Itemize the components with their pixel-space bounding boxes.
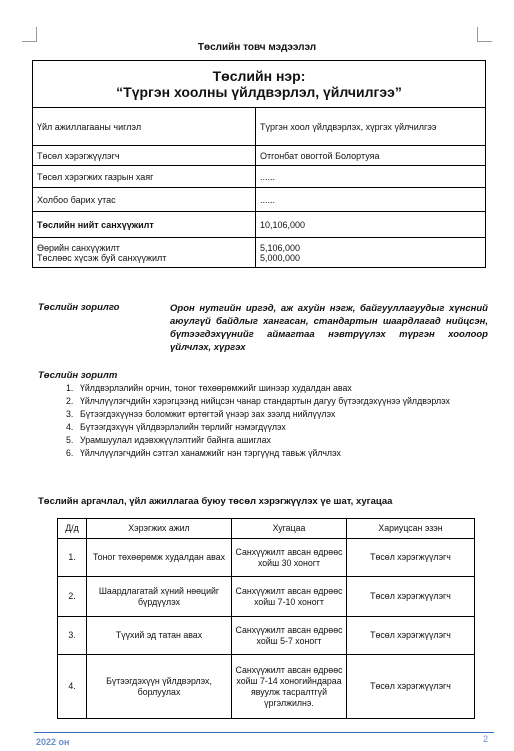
info-label-total: Төслийн нийт санхүүжилт	[33, 212, 256, 238]
col-header-task: Хэрэгжих ажил	[87, 519, 232, 539]
project-name-label: Төслийн нэр:	[212, 68, 306, 84]
list-item-number: 4.	[66, 422, 74, 432]
row-owner: Төсөл хэрэгжүүлэгч	[347, 617, 475, 655]
list-item-text: Бүтээгдэхүүнээ боломжит өртөгтэй үнээр зах зээлд нийлүүлэх	[80, 409, 336, 419]
own-funding-value: 5,106,000	[260, 242, 301, 253]
project-funding-label: Төслөөс хүсэж буй санхүүжилт	[37, 252, 167, 263]
info-value-total: 10,106,000	[256, 212, 486, 238]
goal-text: Орон нутгийн иргэд, аж ахуйн нэгж, байгууллагуудыг хүнсний аюулгүй байдлыг хангасан, стандартын шаардлагад нийцсэн, бүтээгдэхүүнийг аймагтаа нэвтрүүлэх түргэн хоолоор үйлчлэх, хүргэх	[170, 303, 488, 353]
list-item-text: Үйлчлүүлэгчдийн хэрэгцээнд нийцсэн чанар стандартын дагуу бүтээгдэхүүнээ үйлдвэрлэх	[80, 396, 450, 406]
list-item-number: 2.	[66, 396, 74, 406]
info-value: Отгонбат овогтой Болортуяа	[256, 146, 486, 166]
row-duration: Санхүүжилт авсан өдрөөс хойш 30 хоногт	[232, 539, 347, 577]
col-header-number: Д/д	[58, 519, 87, 539]
info-row	[33, 188, 486, 212]
info-value: ......	[256, 166, 486, 188]
schedule-title: Төслийн аргачлал, үйл ажиллагаа буюу төсөл хэрэгжүүлэх үе шат, хугацаа	[38, 496, 393, 507]
schedule-header-row	[58, 519, 475, 539]
info-label: Төсөл хэрэгжих газрын хаяг	[33, 166, 256, 188]
list-item	[66, 396, 496, 408]
project-info-table	[32, 60, 486, 268]
project-name-row	[33, 61, 486, 108]
table-row	[58, 617, 475, 655]
objectives-list	[66, 383, 496, 461]
col-header-owner: Хариуцсан эзэн	[347, 519, 475, 539]
page-corner-mark-right	[477, 27, 492, 42]
funding-labels	[33, 238, 256, 268]
list-item-text: Үйлчлүүлэгчдийн сэтгэл ханамжийг нэн тэргүүнд тавьж үйлчлэх	[80, 448, 341, 458]
list-item	[66, 409, 496, 421]
col-header-duration: Хугацаа	[232, 519, 347, 539]
page-number: 2	[482, 734, 488, 744]
info-value: ......	[256, 188, 486, 212]
list-item	[66, 435, 496, 447]
row-number: 4.	[58, 655, 87, 719]
goal-label: Төслийн зорилго	[38, 302, 120, 313]
project-name: “Түргэн хоолны үйлдвэрлэл, үйлчилгээ”	[116, 84, 402, 100]
row-task: Тоног төхөөрөмж худалдан авах	[87, 539, 232, 577]
list-item	[66, 448, 496, 460]
footer-year: 2022 он	[36, 737, 70, 747]
list-item	[66, 422, 496, 434]
info-row	[33, 166, 486, 188]
list-item-number: 6.	[66, 448, 74, 458]
info-label: Холбоо барих утас	[33, 188, 256, 212]
list-item-text: Үйлдвэрлэлийн орчин, тоног төхөөрөмжийг шинээр худалдан авах	[80, 383, 352, 393]
info-row	[33, 146, 486, 166]
table-row	[58, 577, 475, 617]
info-label: Үйл ажиллагааны чиглэл	[33, 108, 256, 146]
list-item-number: 3.	[66, 409, 74, 419]
project-funding-value: 5,000,000	[260, 252, 301, 263]
row-task: Бүтээгдэхүүн үйлдвэрлэх, борлуулах	[87, 655, 232, 719]
row-number: 2.	[58, 577, 87, 617]
list-item-number: 5.	[66, 435, 74, 445]
row-number: 3.	[58, 617, 87, 655]
list-item-number: 1.	[66, 383, 74, 393]
row-owner: Төсөл хэрэгжүүлэгч	[347, 655, 475, 719]
footer-divider	[34, 732, 494, 733]
info-value: Түргэн хоол үйлдвэрлэх, хүргэх үйлчилгээ	[256, 108, 486, 146]
funding-values	[256, 238, 486, 268]
page-corner-mark-left	[22, 27, 37, 42]
funding-row	[33, 238, 486, 268]
project-name-cell	[33, 61, 486, 108]
info-label: Төсөл хэрэгжүүлэгч	[33, 146, 256, 166]
info-row-total	[33, 212, 486, 238]
row-task: Түүхий эд татан авах	[87, 617, 232, 655]
schedule-table	[57, 518, 475, 719]
row-owner: Төсөл хэрэгжүүлэгч	[347, 539, 475, 577]
list-item	[66, 383, 496, 395]
list-item-text: Урамшуулал идэвхжүүлэлтийг байнга ашиглах	[80, 435, 271, 445]
row-number: 1.	[58, 539, 87, 577]
objectives-title: Төслийн зорилт	[38, 370, 118, 381]
row-duration: Санхүүжилт авсан өдрөөс хойш 5-7 хоногт	[232, 617, 347, 655]
row-task: Шаардлагатай хүний нөөцийг бүрдүүлэх	[87, 577, 232, 617]
row-owner: Төсөл хэрэгжүүлэгч	[347, 577, 475, 617]
row-duration: Санхүүжилт авсан өдрөөс хойш 7-10 хоногт	[232, 577, 347, 617]
table-row	[58, 655, 475, 719]
table-row	[58, 539, 475, 577]
own-funding-label: Өөрийн санхүүжилт	[37, 242, 120, 253]
row-duration: Санхүүжилт авсан өдрөөс хойш 7-14 хоногийндараа явуулж тасралтгүй үргэлжилнэ.	[232, 655, 347, 719]
list-item-text: Бүтээгдэхүүн үйлдвэрлэлийн төрлийг нэмэгдүүлэх	[80, 422, 286, 432]
document-title: Төслийн товч мэдээлэл	[197, 42, 317, 53]
info-row	[33, 108, 486, 146]
